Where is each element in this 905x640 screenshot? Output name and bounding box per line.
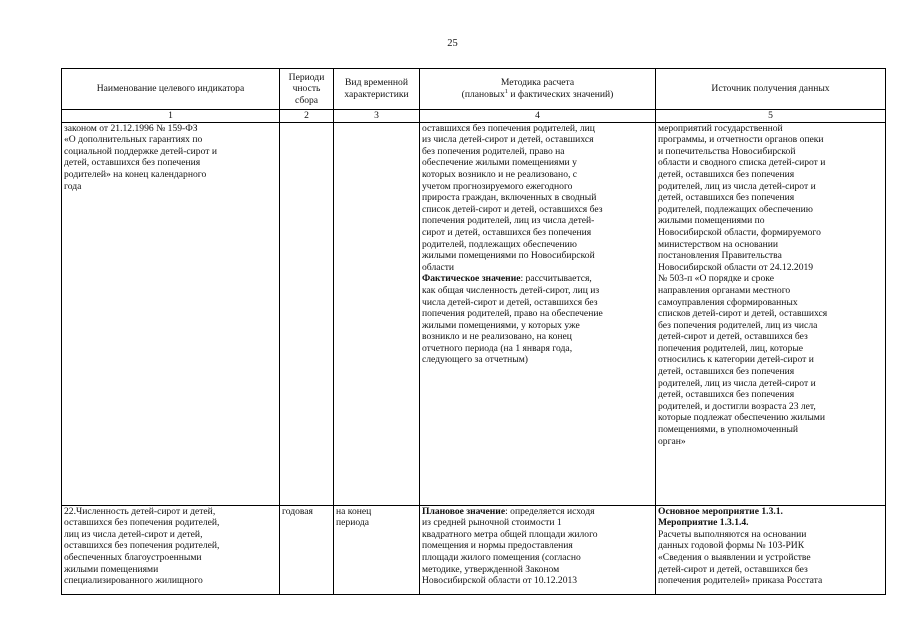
plan-value-label: Плановое значение [422,505,506,517]
periodicity-cell [280,122,334,505]
column-number: 4 [420,110,656,123]
header-indicator-name: Наименование целевого индикатора [62,69,280,110]
data-source-cell: мероприятий государственной программы, и отчетности органов опеки и попечительства Новосибирской области и сводного списка детей-сирот и детей, оставшихся без попечения родителей, лиц из числа детей-сирот и детей, оставшихся без попечения родителей, подлежащих обеспечению жилыми помещениями по Новосибирской области, формируемого министерством на основании постановления Правительства Новосибирской области от 24.12.2019 № 503-п «О порядке и сроке направления органами местного самоуправления сформированных списков детей-сирот и детей, оставшихся без попечения родителей, лиц из числа детей-сирот и детей, оставшихся без попечения родителей, лиц, которые относились к категории детей-сирот и детей, оставшихся без попечения родителей, лиц из числа детей-сирот и детей, оставшихся без попечения родителей, и достигли возраста 23 лет, которые подлежат обеспечению жилыми помещениями, в уполномоченный орган» [656,122,886,505]
calculation-method-cell: Плановое значение: определяется исходя из средней рыночной стоимости 1 квадратного метра общей площади жилого помещения и нормы предоставления площади жилого помещения (согласно методике, утвержденной Законом Новосибирской области от 10.12.2013 [420,505,656,594]
footnote-marker: 1 [504,87,508,95]
time-characteristic-cell: на конец периода [334,505,420,594]
column-number: 5 [656,110,886,123]
indicator-name-cell: 22.Численность детей-сирот и детей, оставшихся без попечения родителей, лиц из числа детей-сирот и детей, оставшихся без попечения родителей, обеспеченных благоустроенными жилыми помещениями специализированного жилищного [62,505,280,594]
header-periodicity: Периоди чность сбора [280,69,334,110]
periodicity-cell: годовая [280,505,334,594]
table-row [62,122,886,505]
table-header-row [62,69,886,110]
calculation-method-cell: оставшихся без попечения родителей, лиц из числа детей-сирот и детей, оставшихся без попечения родителей, право на обеспечение жилыми помещениями у которых возникло и не реализовано, с учетом прогнозируемого ежегодного прироста граждан, включенных в сводный список детей-сирот и детей, оставшихся без попечения родителей, лиц из числа детей- сирот и детей, оставшихся без попечения родителей, подлежащих обеспечению жилыми помещениями по Новосибирской области Фактическое значение: рассчитывается, как общая численность детей-сирот, лиц из числа детей-сирот и детей, оставшихся без попечения родителей, право на обеспечение жилыми помещениями, у которых уже возникло и не реализовано, на конец отчетного периода (на 1 января года, следующего за отчетным) [420,122,656,505]
page-number: 25 [447,38,458,49]
data-source-cell: Основное мероприятие 1.3.1. Мероприятие 1.3.1.4. Расчеты выполняются на основании данных годовой формы № 103-РИК «Сведения о выявлении и устройстве детей-сирот и детей, оставшихся без попечения родителей» приказа Росстата [656,505,886,594]
column-number: 3 [334,110,420,123]
header-calculation-method: Методика расчета (плановых$^1$ и фактических значений) [420,69,656,110]
main-activity-label: Основное мероприятие 1.3.1. [658,505,783,517]
column-number: 1 [62,110,280,123]
header-data-source: Источник получения данных [656,69,886,110]
column-number-row [62,110,886,123]
column-number: 2 [280,110,334,123]
fact-value-label: Фактическое значение [422,273,521,285]
header-time-characteristic: Вид временной характеристики [334,69,420,110]
indicator-name-cell: законом от 21.12.1996 № 159-ФЗ «О дополнительных гарантиях по социальной поддержке детей-сирот и детей, оставшихся без попечения родителей» на конец календарного года [62,122,280,505]
time-characteristic-cell [334,122,420,505]
table-row [62,505,886,594]
activity-label: Мероприятие 1.3.1.4. [658,517,749,529]
indicator-table [61,68,886,595]
